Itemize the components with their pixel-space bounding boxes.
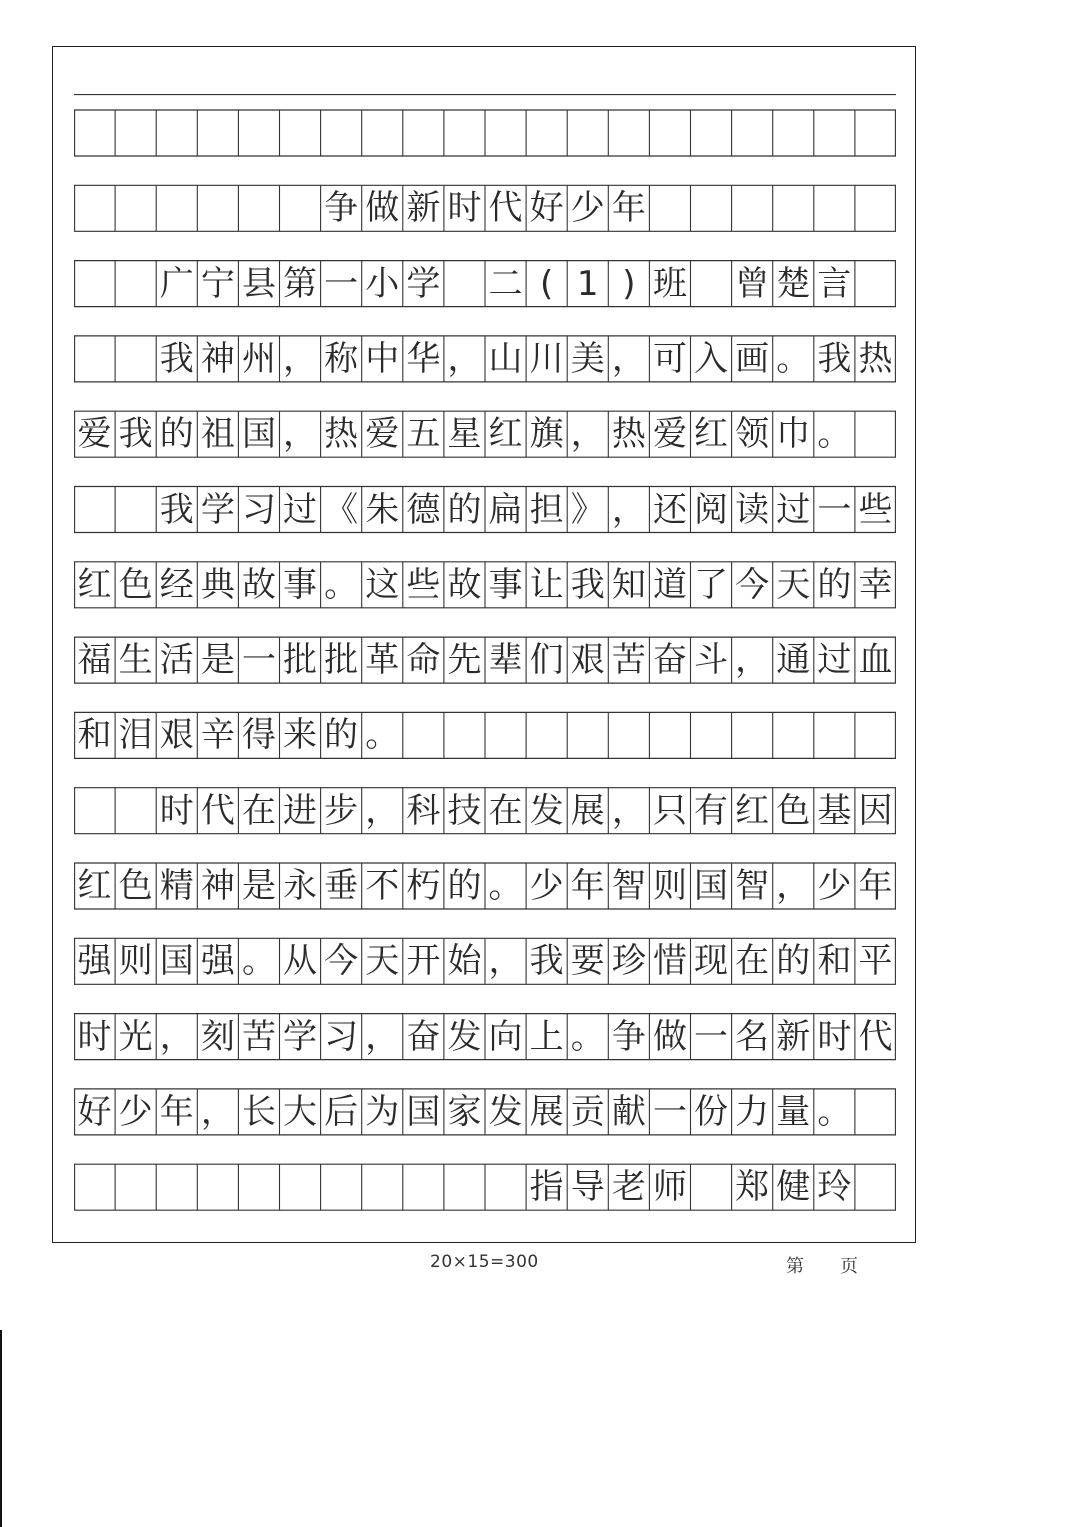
grid-cell-char: 后: [324, 1091, 359, 1132]
grid-cell-char: 奋: [652, 640, 687, 681]
grid-cell-char: 始: [447, 941, 482, 982]
grid-cell-char: 的: [324, 715, 359, 756]
grid-cell-char: ，: [611, 338, 646, 379]
grid-cell-char: 色: [118, 564, 153, 605]
grid-cell-char: 。: [241, 941, 276, 982]
grid-cell-char: ，: [365, 790, 400, 831]
grid-cell-char: 色: [776, 790, 811, 831]
grid-cell-char: 扁: [488, 489, 523, 530]
grid-cell-char: 楚: [776, 263, 811, 304]
grid-cell-char: 斗: [694, 640, 729, 681]
grid-cell-char: 曾: [735, 263, 770, 304]
grid-cell-char: 我: [159, 489, 194, 530]
grid-cell-char: 年: [570, 866, 605, 906]
grid-cell-char: ，: [735, 640, 770, 681]
grid-cell-char: 导: [570, 1167, 605, 1208]
grid-cell-char: 红: [488, 414, 523, 455]
grid-cell-char: 过: [776, 489, 811, 530]
grid-cell-char: 一: [817, 489, 852, 530]
grid-cell-char: 展: [570, 790, 605, 831]
grid-cell-char: 我: [817, 338, 852, 379]
grid-cell-char: 来: [283, 715, 318, 756]
grid-cell-char: 时: [817, 1016, 852, 1057]
grid-cell-char: 得: [241, 715, 276, 756]
grid-cell-char: 画: [735, 338, 770, 379]
grid-cell-char: 强: [200, 941, 235, 982]
grid-cell-char: 了: [694, 564, 729, 605]
grid-cell-char: 的: [447, 489, 482, 530]
grid-cell-char: 好: [529, 188, 564, 229]
grid-cell-char: 我: [529, 941, 564, 982]
grid-cell-char: 华: [406, 338, 441, 379]
grid-cell-char: 垂: [324, 866, 359, 906]
grid-cell-char: 开: [406, 941, 441, 982]
grid-cell-char: 习: [241, 489, 276, 530]
grid-cell-char: 热: [611, 414, 646, 455]
grid-cell-char: 事: [488, 564, 523, 605]
grid-cell-char: 泪: [118, 715, 153, 756]
grid-cell-char: 活: [159, 640, 194, 681]
grid-cell-char: 平: [858, 941, 893, 982]
grid-cell-char: 时: [447, 188, 482, 229]
grid-cell-char: 艰: [570, 640, 605, 681]
grid-cell-char: 国: [694, 866, 729, 906]
grid-cell-char: 从: [283, 941, 318, 982]
grid-row: [74, 185, 896, 231]
grid-cell-char: 代: [858, 1016, 893, 1057]
grid-cell-char: ，: [611, 790, 646, 831]
grid-cell-char: 国: [406, 1091, 441, 1132]
grid-cell-char: 言: [817, 263, 852, 304]
grid-cell-char: 发: [529, 790, 564, 831]
grid-cell-char: 名: [735, 1016, 770, 1057]
grid-cell-char: 我: [118, 414, 153, 455]
grid-cell-char: 。: [324, 564, 359, 605]
grid-cell-char: 智: [611, 866, 646, 906]
grid-cell-char: [444, 261, 485, 307]
grid-cell-char: 为: [365, 1091, 400, 1132]
grid-cell-char: 的: [817, 564, 852, 605]
grid-cell-char: 老: [611, 1167, 646, 1208]
grid-cell-char: 展: [529, 1091, 564, 1132]
grid-cell-char: 我: [570, 564, 605, 605]
grid-cell-char: 新: [406, 188, 441, 229]
grid-cell-char: 色: [118, 866, 153, 906]
grid-cell-char: 经: [159, 564, 194, 605]
grid-cell-char: 不: [365, 866, 400, 906]
grid-cell-char: 血: [858, 640, 893, 681]
grid-cell-char: 巾: [776, 414, 811, 455]
grid-cell-char: 只: [652, 790, 687, 831]
grid-cell-char: 一: [241, 640, 276, 681]
grid-cell-char: 发: [488, 1091, 523, 1132]
grid-cell-char: 爱: [652, 414, 687, 455]
grid-row: [74, 712, 896, 758]
grid-row: [74, 562, 896, 608]
grid-cell-char: 典: [200, 564, 235, 605]
grid-cell-char: 今: [324, 941, 359, 982]
grid-cell-char: 让: [529, 564, 564, 605]
grid-cell-char: 。: [570, 1016, 605, 1057]
grid-cell-char: 入: [694, 338, 729, 379]
grid-cell-char: 读: [735, 489, 770, 530]
grid-cell-char: 二: [488, 263, 523, 304]
grid-row: [74, 863, 896, 909]
scan-edge-mark: [0, 1330, 2, 1527]
grid-cell-char: 苦: [241, 1016, 276, 1057]
grid-row: [74, 938, 896, 984]
grid-capacity-label: 20×15=300: [430, 1252, 539, 1272]
grid-cell-char: 旗: [529, 414, 564, 455]
grid-cell-char: 科: [406, 790, 441, 831]
grid-cell-char: 学: [406, 263, 441, 304]
grid-cell-char: 们: [529, 640, 564, 681]
grid-cell-char: 星: [447, 414, 482, 455]
grid-cell-char: 广: [159, 263, 194, 304]
grid-cell-char: 光: [118, 1016, 153, 1057]
grid-cell-char: 好: [77, 1091, 112, 1132]
grid-cell-char: 。: [817, 414, 852, 455]
grid-cell-char: 热: [858, 338, 893, 379]
grid-cell-char: 的: [776, 941, 811, 982]
grid-cell-char: 先: [447, 640, 482, 681]
grid-cell-char: 贡: [570, 1091, 605, 1132]
grid-cell-char: 向: [488, 1016, 523, 1057]
grid-cell-char: 奋: [406, 1016, 441, 1057]
grid-cell-char: 代: [488, 188, 523, 229]
grid-cell-char: 担: [529, 489, 564, 530]
grid-cell-char: 红: [77, 866, 112, 906]
grid-cell-char: 辈: [488, 640, 523, 681]
grid-cell-char: 》: [570, 489, 605, 530]
grid-cell-char: 故: [447, 564, 482, 605]
grid-cell-char: 刻: [200, 1016, 235, 1057]
grid-cell-char: 智: [735, 866, 770, 906]
grid-cell-char: 第: [283, 263, 318, 304]
grid-cell-char: ，: [283, 338, 318, 379]
manuscript-grid: [74, 94, 896, 1224]
grid-cell-char: 和: [77, 715, 112, 756]
grid-cell-char: ): [622, 263, 636, 304]
grid-cell-char: 命: [406, 640, 441, 681]
grid-cell-char: 《: [324, 489, 359, 530]
page-number-label: 第 页: [786, 1256, 858, 1277]
grid-cell-char: 学: [283, 1016, 318, 1057]
grid-cell-char: ，: [488, 941, 523, 982]
grid-cell-char: 惜: [652, 941, 687, 982]
grid-cell-char: 的: [447, 866, 482, 906]
grid-cell-char: 神: [200, 338, 235, 379]
grid-cell-char: 天: [365, 941, 400, 982]
grid-cell-char: 县: [241, 263, 276, 304]
grid-cell-char: 称: [324, 338, 359, 379]
grid-cell-char: 和: [817, 941, 852, 982]
grid-cell-char: 生: [118, 640, 153, 681]
grid-cell-char: 过: [283, 489, 318, 530]
grid-cell-char: ，: [200, 1091, 235, 1132]
grid-cell-char: 要: [570, 941, 605, 982]
grid-row: [74, 411, 896, 457]
grid-cell-char: 健: [776, 1167, 811, 1208]
grid-cell-char: 红: [77, 564, 112, 605]
grid-cell-char: 爱: [365, 414, 400, 455]
grid-row: [74, 1089, 896, 1135]
grid-cell-char: 长: [241, 1091, 276, 1132]
grid-cell-char: [691, 261, 732, 307]
grid-row: [74, 1164, 896, 1210]
grid-cell-char: 时: [77, 1016, 112, 1057]
grid-cell-char: 些: [406, 564, 441, 605]
grid-cell-char: 现: [694, 941, 729, 982]
grid-cell-char: 永: [283, 866, 318, 906]
grid-cell-char: 山: [488, 338, 523, 379]
grid-cell-char: 五: [406, 414, 441, 455]
grid-cell-char: 我: [159, 338, 194, 379]
grid-cell-char: 祖: [200, 414, 235, 455]
grid-cell-char: 州: [241, 338, 276, 379]
grid-cell-char: ，: [159, 1016, 194, 1057]
grid-cell-char: 在: [735, 941, 770, 982]
grid-cell-char: 。: [817, 1091, 852, 1132]
grid-cell-char: 。: [488, 866, 523, 906]
grid-row: [74, 487, 896, 533]
grid-cell-char: 师: [652, 1167, 687, 1208]
grid-cell-char: 量: [776, 1091, 811, 1132]
grid-cell-char: 在: [241, 790, 276, 831]
grid-cell-char: 上: [529, 1016, 564, 1057]
grid-cell-char: 一: [694, 1016, 729, 1057]
grid-cell-char: 有: [694, 790, 729, 831]
grid-cell-char: 精: [159, 866, 194, 906]
grid-cell-char: 年: [858, 866, 893, 906]
grid-cell-char: 步: [324, 790, 359, 831]
grid-cell-char: 因: [858, 790, 893, 831]
grid-cell-char: 玲: [817, 1167, 852, 1208]
grid-cell-char: 做: [652, 1016, 687, 1057]
grid-cell-char: 些: [858, 489, 893, 530]
grid-cell-char: 红: [694, 414, 729, 455]
grid-cell-char: 在: [488, 790, 523, 831]
grid-cell-char: 是: [241, 866, 276, 906]
grid-cell-char: 可: [652, 338, 687, 379]
grid-cell-char: 故: [241, 564, 276, 605]
grid-row: [74, 1014, 896, 1060]
grid-cell-char: 少: [817, 866, 852, 906]
grid-cell-char: 力: [735, 1091, 770, 1132]
grid-cell-char: 少: [570, 188, 605, 229]
grid-cell-char: 习: [324, 1016, 359, 1057]
grid-cell-char: 少: [118, 1091, 153, 1132]
grid-cell-char: 宁: [200, 263, 235, 304]
grid-cell-char: 一: [652, 1091, 687, 1132]
grid-cell-char: 中: [365, 338, 400, 379]
grid-cell-char: 红: [735, 790, 770, 831]
grid-cell-char: 争: [611, 1016, 646, 1057]
grid-cell-char: 辛: [200, 715, 235, 756]
grid-row: [74, 637, 896, 683]
grid-cell-char: 家: [447, 1091, 482, 1132]
grid-cell-char: 福: [77, 640, 112, 681]
grid-cell-char: 则: [118, 941, 153, 982]
grid-cell-char: 一: [324, 263, 359, 304]
grid-cell-char: 这: [365, 564, 400, 605]
grid-cell-char: 新: [776, 1016, 811, 1057]
grid-cell-char: 热: [324, 414, 359, 455]
grid-cell-char: 发: [447, 1016, 482, 1057]
grid-cell-char: 年: [159, 1091, 194, 1132]
grid-row: [74, 788, 896, 834]
grid-cell-char: 少: [529, 866, 564, 906]
grid-cell-char: 代: [200, 790, 235, 831]
grid-cell-char: 。: [776, 338, 811, 379]
grid-cell-char: 天: [776, 564, 811, 605]
grid-cell-char: 时: [159, 790, 194, 831]
grid-cell-char: 过: [817, 640, 852, 681]
grid-cell-char: 是: [200, 640, 235, 681]
grid-cell-char: ，: [776, 866, 811, 906]
grid-cell-char: 指: [529, 1167, 564, 1208]
grid-cell-char: 学: [200, 489, 235, 530]
grid-cell-char: 郑: [735, 1167, 770, 1208]
grid-cell-char: 革: [365, 640, 400, 681]
grid-row: [74, 261, 896, 307]
grid-cell-char: 进: [283, 790, 318, 831]
grid-cell-char: 技: [447, 790, 482, 831]
grid-cell-char: 批: [283, 640, 318, 681]
grid-cell-char: 还: [652, 489, 687, 530]
grid-cell-char: 领: [735, 414, 770, 455]
grid-cell-char: 今: [735, 564, 770, 605]
grid-cell-char: ，: [447, 338, 482, 379]
grid-cell-char: 则: [652, 866, 687, 906]
grid-cell-char: 幸: [858, 564, 893, 605]
grid-cell-char: 珍: [611, 941, 646, 982]
grid-cell-char: [691, 1164, 732, 1210]
grid-cell-char: 艰: [159, 715, 194, 756]
grid-cell-char: 爱: [77, 414, 112, 455]
grid-cell-char: 美: [570, 338, 605, 379]
grid-cell-char: 年: [611, 188, 646, 229]
grid-cell-char: ，: [365, 1016, 400, 1057]
grid-cell-char: 大: [283, 1091, 318, 1132]
grid-cell-char: 朱: [365, 489, 400, 530]
grid-cell-char: 班: [652, 263, 687, 304]
grid-cell-char: 德: [406, 489, 441, 530]
grid-cell-char: 苦: [611, 640, 646, 681]
grid-cell-char: 国: [159, 941, 194, 982]
grid-cell-char: 1: [576, 263, 599, 304]
grid-cell-char: 做: [365, 188, 400, 229]
grid-cell-char: 献: [611, 1091, 646, 1132]
grid-cell-char: 川: [529, 338, 564, 379]
grid-cell-char: 小: [365, 263, 400, 304]
grid-cell-char: 阅: [694, 489, 729, 530]
grid-cell-char: ，: [570, 414, 605, 455]
grid-cell-char: (: [540, 263, 554, 304]
grid-row: [74, 110, 896, 156]
grid-cell-char: 基: [817, 790, 852, 831]
grid-cell-char: ，: [611, 489, 646, 530]
grid-cell-char: 争: [324, 188, 359, 229]
grid-cell-char: 份: [694, 1091, 729, 1132]
grid-cell-char: 朽: [406, 866, 441, 906]
grid-cell-char: 神: [200, 866, 235, 906]
grid-cell-char: ，: [283, 414, 318, 455]
grid-cell-char: 国: [241, 414, 276, 455]
grid-cell-char: 道: [652, 564, 687, 605]
grid-cell-char: 通: [776, 640, 811, 681]
grid-cell-char: 批: [324, 640, 359, 681]
grid-cell-char: 。: [365, 715, 400, 756]
grid-cell-char: 的: [159, 414, 194, 455]
grid-cell-char: 强: [77, 941, 112, 982]
grid-cell-char: 事: [283, 564, 318, 605]
grid-row: [74, 336, 896, 382]
grid-cell-char: 知: [611, 564, 646, 605]
